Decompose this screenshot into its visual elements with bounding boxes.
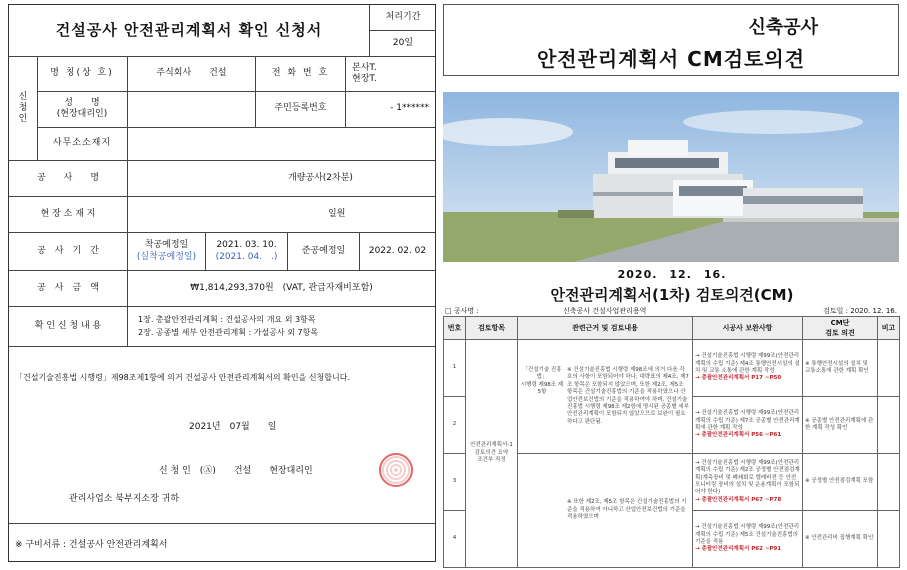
row-no: 2 bbox=[444, 397, 466, 454]
row-supplement bbox=[693, 511, 803, 568]
meta-project-label: □ 공사명 : bbox=[445, 307, 479, 315]
basis-group: 「건설기술 진흥법」 시행령 제98조 제5항 bbox=[520, 366, 564, 396]
reg-number-label: 주민등록번호 bbox=[255, 91, 345, 127]
meta-project-value: 신축공사 건설사업관리용역 bbox=[563, 307, 647, 315]
row-cm: ※ 공종별 안전관리계획에 관한 계획 작성 확인 bbox=[803, 397, 878, 454]
confirm-label: 확 인 신 청 내 용 bbox=[34, 320, 102, 331]
supplement-text: → 건설기술진흥법 시행령 제99조(안전관리계획의 수립 기준) 제4조 통행안전시설의 설치 및 교통 소통에 관한 계획 작성 bbox=[695, 353, 800, 374]
name-label: 명 칭(상 호) bbox=[50, 68, 114, 79]
header-remark: 비고 bbox=[878, 317, 900, 340]
office-value bbox=[127, 127, 435, 161]
work-name-value: 개량공사(2차분) bbox=[127, 161, 435, 196]
table-row bbox=[444, 340, 900, 397]
confirm-item: 1장. 총괄안전관리계획 : 건설공사의 개요 외 3항목 bbox=[138, 315, 316, 324]
header-basis: 관련근거 및 검토내용 bbox=[518, 317, 693, 340]
statement: 「건설기술진흥법 시행령」제98조제1항에 의거 건설공사 안전관리계획서의 확인을 신청합니다. bbox=[15, 373, 351, 382]
row-cm: ※ 통행안전시설의 설치 및 교통소통에 관한 계획 확인 bbox=[803, 340, 878, 397]
supplement-text: → 건설기술진흥법 시행령 제99조(안전관리계획의 수립 기준) 제7조 공종별 안전관리계획에 관한 계획 작성 bbox=[695, 410, 800, 431]
amount-value: ₩1,814,293,370원 (VAT, 관급자재비포함) bbox=[127, 271, 435, 306]
row-cm: ※ 안전관리비 집행계획 확인 bbox=[803, 511, 878, 568]
row-remark bbox=[878, 454, 900, 511]
start-label-actual: (실착공예정일) bbox=[136, 251, 197, 262]
phone-value: 본사T. 현장T. bbox=[345, 57, 437, 91]
office-label: 사무소소재지 bbox=[52, 138, 112, 149]
start-date bbox=[205, 233, 287, 270]
row-content bbox=[518, 340, 693, 454]
review-header bbox=[443, 4, 899, 76]
header-cm: CM단 검토 의견 bbox=[803, 317, 878, 340]
end-date: 2022. 02. 02 bbox=[359, 233, 435, 270]
start-date-text: 2021. 03. 10. bbox=[216, 240, 277, 251]
building-rendering-image bbox=[443, 92, 899, 262]
row-remark bbox=[878, 397, 900, 454]
meta-date: 검토일 : 2020. 12. 16. bbox=[823, 307, 897, 315]
item-group: 안전관리계획서-1 검토의견 요약 조건부 적정 bbox=[466, 340, 518, 568]
confirm-items bbox=[127, 307, 435, 346]
project-name: 신축공사 bbox=[748, 17, 818, 38]
representative-label: 성 명 (현장대리인) bbox=[56, 97, 108, 119]
row-supplement bbox=[693, 340, 803, 397]
attachment: ※ 구비서류 : 건설공사 안전관리계획서 bbox=[15, 540, 168, 550]
form-title: 건설공사 안전관리계획서 확인 신청서 bbox=[55, 21, 323, 40]
phone-label: 전 화 번 호 bbox=[255, 57, 345, 91]
name-value: 주식회사 건설 bbox=[127, 57, 255, 91]
row-remark bbox=[878, 511, 900, 568]
header-item: 검토항목 bbox=[466, 317, 518, 340]
header-supplement: 시공사 보완사항 bbox=[693, 317, 803, 340]
review-table bbox=[443, 316, 900, 568]
period-label: 공 사 기 간 bbox=[37, 245, 99, 256]
review-subtitle: 안전관리계획서(1차) 검토의견(CM) bbox=[550, 286, 794, 304]
confirm-item: 2장. 공종별 세부 안전관리계획 : 가설공사 외 7항목 bbox=[138, 328, 319, 337]
supplement-ref: → 총괄안전관리계획서 P56 ~P61 bbox=[695, 432, 782, 439]
recipient: 관리사업소 북부지소장 귀하 bbox=[69, 494, 180, 504]
row-cm: ※ 공정별 안전점검계획 포함 bbox=[803, 454, 878, 511]
supplement-ref: → 총괄안전관리계획서 P17 ~P50 bbox=[695, 375, 782, 382]
row-content-text: ※ 건설기술진흥법 시행령 제98조에 의거 다음 각 호의 사항이 포함되어야 하나, 대략표의 제4조, 제7조 항목은 포함되지 않았으며, 또한 제2조, 제5조 항목은 건설기술진흥법의 기준을 적용하였으나 산업안전보건법의 기준을 적용하여야 하며, 건설기술진흥법 시행령 제98조 제2항에 명시된 공종별 세부안전관리계획이 포함되지 않았으므로 보완이 필요하다고 판단됨. bbox=[567, 366, 689, 425]
row-no: 3 bbox=[444, 454, 466, 511]
row-remark bbox=[878, 340, 900, 397]
row-supplement bbox=[693, 454, 803, 511]
end-label: 준공예정일 bbox=[287, 233, 359, 270]
site-value: 일원 bbox=[127, 197, 435, 232]
row-content bbox=[518, 454, 693, 568]
date-line: 2021년 07월 일 bbox=[189, 422, 277, 432]
processing-value: 20일 bbox=[392, 38, 414, 49]
table-header-row bbox=[444, 317, 900, 340]
representative-value bbox=[127, 91, 255, 127]
signer-line: 신 청 인 (Ⓐ) 건설 현장대리인 bbox=[159, 466, 313, 476]
reg-number-value: - 1****** bbox=[345, 91, 437, 127]
header-no: 번호 bbox=[444, 317, 466, 340]
supplement-ref: → 총괄안전관리계획서 P62 ~P91 bbox=[695, 546, 782, 553]
start-label-text: 착공예정일 bbox=[144, 240, 189, 251]
cm-review-document bbox=[443, 4, 901, 564]
red-seal bbox=[379, 453, 413, 487]
amount-label: 공 사 금 액 bbox=[37, 282, 99, 293]
work-name-label: 공 사 명 bbox=[36, 172, 100, 183]
row-no: 4 bbox=[444, 511, 466, 568]
applicant-label: 신 청 인 bbox=[18, 91, 28, 125]
start-label bbox=[127, 233, 205, 270]
supplement-text: → 건설기술진흥법 시행령 제99조(안전관리계획의 수립 기준) 제2조 공정별 안전점검계획(계측장비 및 폐쇄회로 텔레비전 등 안전 모니터링 장비의 설치 및 운용계획이 포함되어야 한다) bbox=[695, 459, 800, 496]
supplement-text: → 건설기술진흥법 시행령 제99조(안전관리계획의 수립 기준) 제5조 건설기술진흥법의 기준을 적용 bbox=[695, 524, 800, 545]
site-label: 현 장 소 재 지 bbox=[40, 208, 96, 219]
row-content-text: ※ 또한 제2조, 제5조 항목은 건설기술진흥법의 기준을 적용하여 아니하고 산업안전보건법의 기준을 적용하였으며 bbox=[567, 499, 687, 521]
processing-label: 처리기간 bbox=[370, 5, 436, 31]
start-date-actual: (2021. 04. .) bbox=[215, 251, 278, 262]
row-supplement bbox=[693, 397, 803, 454]
row-no: 1 bbox=[444, 340, 466, 397]
review-title: 안전관리계획서 CM검토의견 bbox=[536, 47, 806, 71]
supplement-ref: → 총괄안전관리계획서 P67 ~P78 bbox=[695, 496, 782, 503]
review-date: 2020. 12. 16. bbox=[617, 268, 727, 281]
application-form bbox=[8, 4, 436, 562]
